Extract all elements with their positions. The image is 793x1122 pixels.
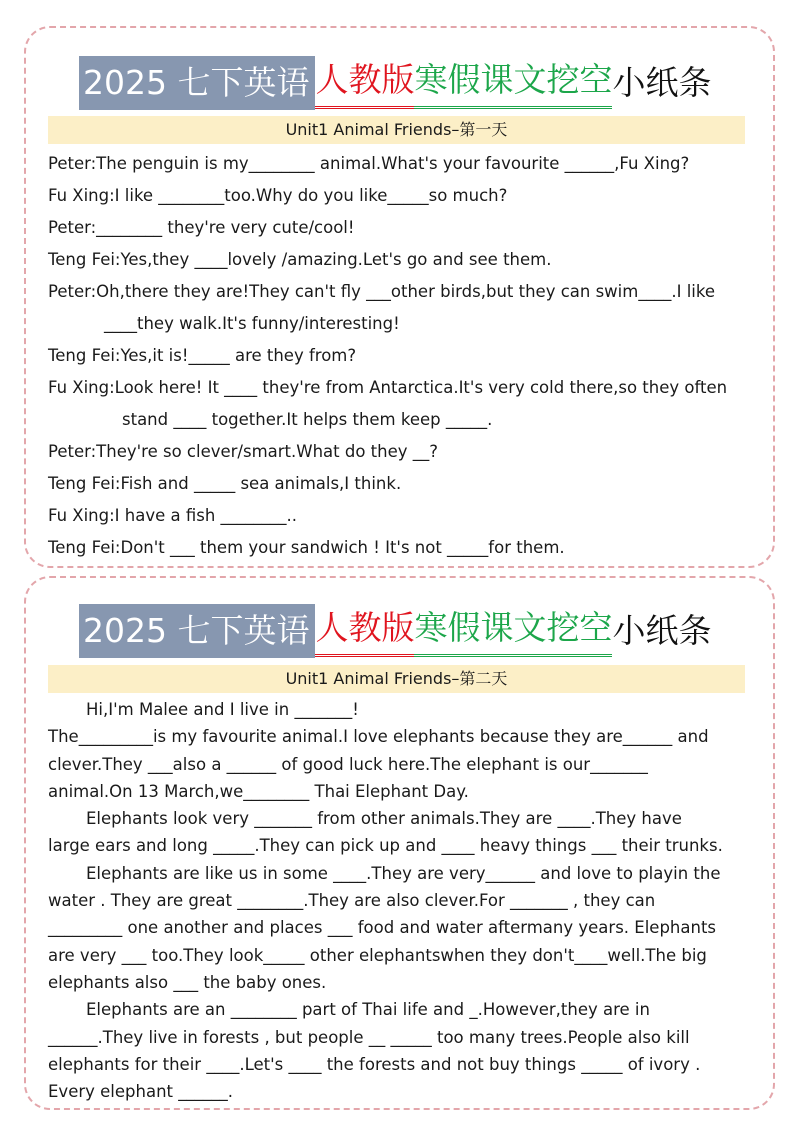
- title-part-topic: 寒假课文挖空: [414, 56, 612, 109]
- text-line: animal.On 13 March,we________ Thai Elephant Day.: [48, 781, 469, 801]
- text-line: Fu Xing:I have a fish ________..: [48, 506, 298, 525]
- title-part-year-grade: 2025 七下英语: [79, 604, 315, 658]
- text-line: Elephants are an ________ part of Thai life and _.However,they are in: [86, 1000, 650, 1020]
- text-line: The_________is my favourite animal.I love elephants because they are______ and: [48, 727, 709, 747]
- text-line: large ears and long _____.They can pick up and ____ heavy things ___ their trunks.: [48, 836, 723, 856]
- text-line: elephants for their ____.Let's ____ the forests and not buy things _____ of ivory .: [48, 1054, 701, 1074]
- text-line: ____they walk.It's funny/interesting!: [104, 314, 400, 333]
- card-title: [79, 56, 711, 110]
- text-line: stand ____ together.It helps them keep _____.: [122, 410, 493, 429]
- text-line: Every elephant ______.: [48, 1082, 233, 1102]
- text-line: Elephants are like us in some ____.They are very______ and love to playin the: [86, 863, 721, 883]
- dialogue-text: [48, 148, 760, 564]
- text-line: elephants also ___ the baby ones.: [48, 972, 327, 992]
- title-part-edition: 人教版: [315, 56, 414, 109]
- text-line: ______.They live in forests , but people __ _____ too many trees.People also kill: [48, 1027, 690, 1047]
- text-line: Peter:Oh,there they are!They can't fly ___other birds,but they can swim____.I like: [48, 282, 715, 301]
- title-part-topic: 寒假课文挖空: [414, 604, 612, 657]
- text-line: _________ one another and places ___ food and water aftermany years. Elephants: [48, 918, 717, 938]
- text-line: Teng Fei:Yes,they ____lovely /amazing.Let's go and see them.: [48, 250, 552, 269]
- text-line: Teng Fei:Don't ___ them your sandwich ! It's not _____for them.: [48, 538, 565, 557]
- text-line: Teng Fei:Yes,it is!_____ are they from?: [48, 346, 357, 365]
- text-line: Fu Xing:I like ________too.Why do you like_____so much?: [48, 186, 508, 205]
- title-part-year-grade: 2025 七下英语: [79, 56, 315, 110]
- title-part-note: 小纸条: [612, 63, 712, 102]
- worksheet-card-day1: [24, 26, 775, 568]
- text-line: water . They are great ________.They are also clever.For _______ , they can: [48, 891, 656, 911]
- passage-text: [48, 696, 760, 1105]
- text-line: Peter:________ they're very cute/cool!: [48, 218, 355, 237]
- unit-subtitle: Unit1 Animal Friends–第一天: [48, 116, 745, 144]
- text-line: Fu Xing:Look here! It ____ they're from Antarctica.It's very cold there,so they often: [48, 378, 728, 397]
- text-line: Hi,I'm Malee and I live in _______!: [86, 700, 359, 719]
- text-line: Peter:The penguin is my________ animal.What's your favourite ______,Fu Xing?: [48, 154, 690, 173]
- text-line: Peter:They're so clever/smart.What do they __?: [48, 442, 439, 461]
- text-line: Elephants look very _______ from other animals.They are ____.They have: [86, 809, 682, 829]
- text-line: are very ___ too.They look_____ other elephantswhen they don't____well.The big: [48, 945, 707, 965]
- text-line: Teng Fei:Fish and _____ sea animals,I think.: [48, 474, 402, 493]
- card-title: [79, 604, 711, 658]
- text-line: clever.They ___also a ______ of good luck here.The elephant is our_______: [48, 754, 648, 774]
- worksheet-card-day2: [24, 576, 775, 1110]
- title-part-note: 小纸条: [612, 611, 712, 650]
- title-part-edition: 人教版: [315, 604, 414, 657]
- unit-subtitle: Unit1 Animal Friends–第二天: [48, 665, 745, 693]
